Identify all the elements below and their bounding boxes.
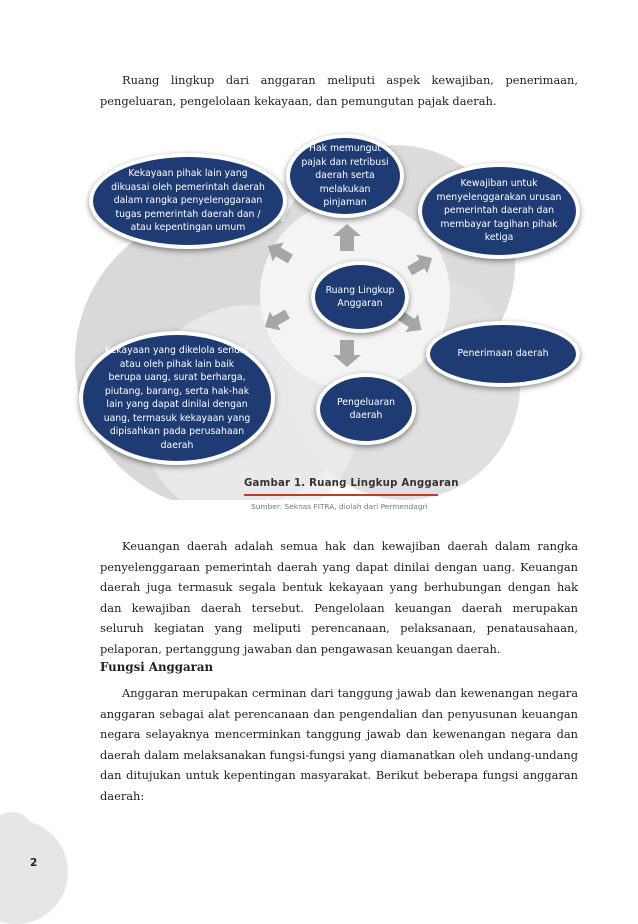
intro-paragraph: Ruang lingkup dari anggaran meliputi aspek kewajiban, penerimaan, pengeluaran, pengelolaan kekayaan, dan pemungutan pajak daerah. — [100, 73, 578, 108]
page-number: 2 — [30, 857, 38, 869]
node-kekayaan-pihak-lain: Kekayaan pihak lain yang dikuasai oleh pemerintah daerah dalam rangka penyelenggaraan tugas pemerintah daerah dan / atau kepentingan umum — [89, 153, 287, 249]
section-heading: Fungsi Anggaran — [100, 660, 214, 674]
node-pengeluaran: Pengeluaran daerah — [316, 373, 416, 445]
paragraph-fungsi-anggaran: Anggaran merupakan cerminan dari tanggung jawab dan kewenangan negara anggaran sebagai alat perencanaan dan pengendalian dan penyusunan keuangan negara selayaknya mencerminkan tanggung jawab dan kewenangan negara dan daerah dalam melaksanakan fungsi-fungsi yang diamanatkan oleh undang-undang dan ditujukan untuk kepentingan masyarakat. Berikut beberapa fungsi anggaran daerah: — [100, 686, 578, 803]
caption-rule — [244, 494, 438, 496]
scope-diagram — [0, 115, 638, 500]
figure-source: Sumber: Seknas FITRA, diolah dari Permendagri — [251, 502, 428, 511]
figure-caption: Gambar 1. Ruang Lingkup Anggaran — [244, 478, 459, 489]
node-penerimaan: Penerimaan daerah — [426, 321, 580, 387]
node-kekayaan-dikelola: Kekayaan yang dikelola sendiri atau oleh pihak lain baik berupa uang, surat berharga, piutang, barang, serta hak-hak lain yang dapat dinilai dengan uang, termasuk kekayaan yang dipisahkan pada perusahaan daerah — [79, 331, 275, 465]
node-hak-memungut: Hak memungut pajak dan retribusi daerah serta melakukan pinjaman — [286, 134, 404, 218]
paragraph-keuangan-daerah: Keuangan daerah adalah semua hak dan kewajiban daerah dalam rangka penyelenggaraan pemerintah daerah yang dapat dinilai dengan uang. Keuangan daerah juga termasuk segala bentuk kekayaan yang berhubungan dengan hak dan kewajiban daerah tersebut. Pengelolaan keuangan daerah merupakan seluruh kegiatan yang meliputi perencanaan, pelaksanaan, penatausahaan, pelaporan, pertanggung jawaban dan pengawasan keuangan daerah. — [100, 539, 578, 656]
node-kewajiban: Kewajiban untuk menyelenggarakan urusan pemerintah daerah dan membayar tagihan pihak ketiga — [418, 163, 580, 259]
node-center: Ruang Lingkup Anggaran — [311, 261, 409, 333]
